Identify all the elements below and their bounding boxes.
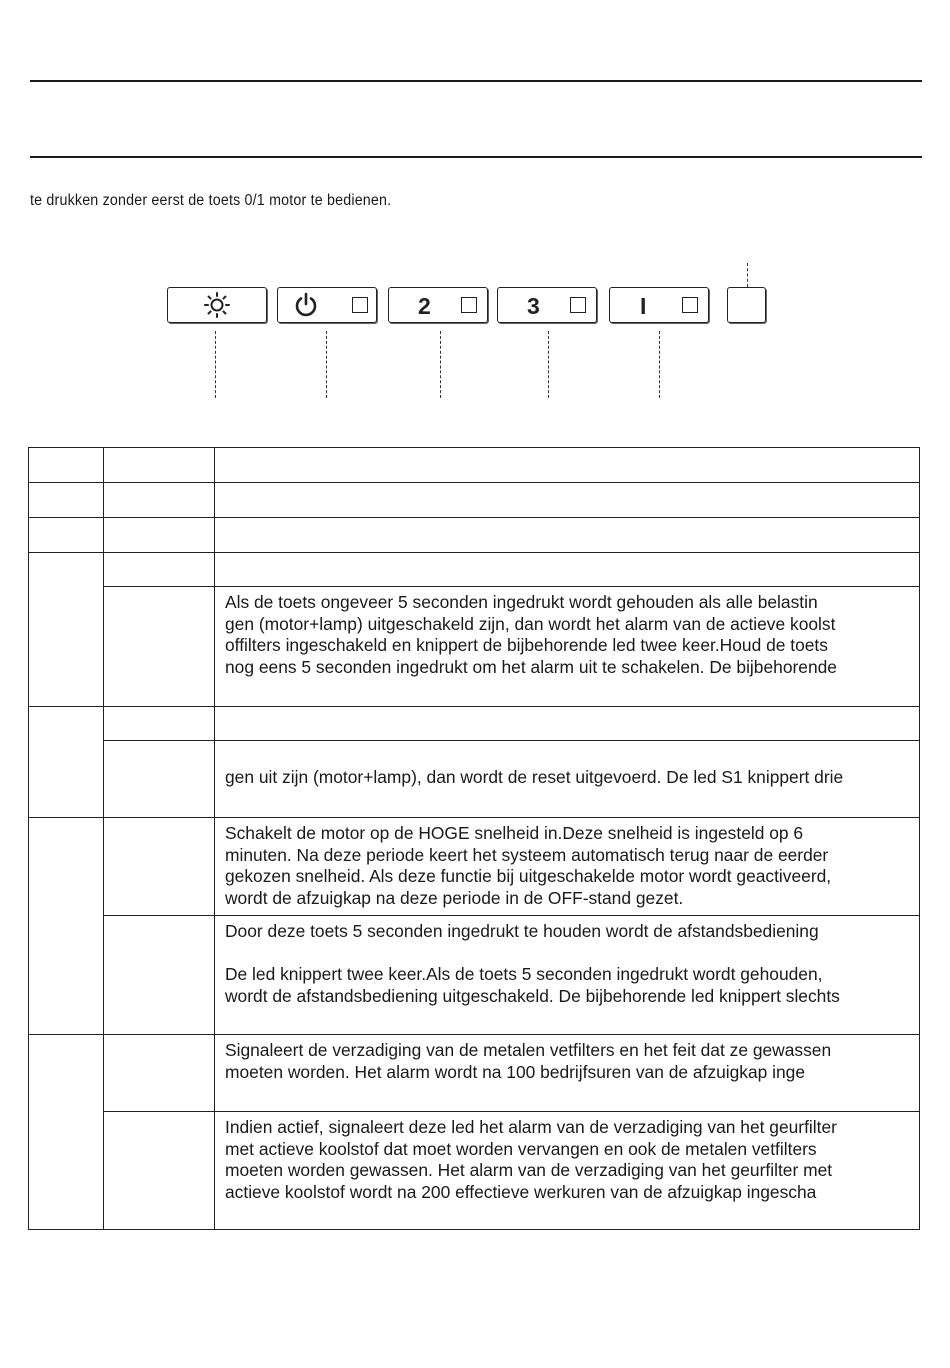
table-cell <box>29 553 104 707</box>
speed-3-button <box>497 287 597 323</box>
intensive-button <box>609 287 709 323</box>
leader-line-speed-3 <box>548 331 549 398</box>
desc-line: minuten. Na deze periode keert het systeem automatisch terug naar de eerder <box>225 844 829 865</box>
table-cell <box>215 1035 920 1112</box>
desc-line: Door deze toets 5 seconden ingedrukt te houden wordt de afstandsbediening <box>225 921 819 941</box>
power-led <box>352 297 368 313</box>
table-cell <box>104 741 215 818</box>
speed-2-button <box>388 287 488 323</box>
desc-line: offilters ingeschakeld en knippert de bijbehorende led twee keer.Houd de toets <box>225 635 828 655</box>
desc-line: wordt de afstandsbediening uitgeschakeld. De bijbehorende led knippert slechts <box>225 985 840 1006</box>
table-cell <box>215 448 920 483</box>
table-cell <box>215 587 920 707</box>
leader-line-speed-2 <box>440 331 441 398</box>
table-row <box>29 587 920 707</box>
table-cell <box>215 707 920 741</box>
speed-3-led <box>570 297 586 313</box>
desc-line: nog eens 5 seconden ingedrukt om het alarm uit te schakelen. De bijbehorende <box>225 656 837 677</box>
table-row <box>29 448 920 483</box>
table-cell <box>104 483 215 518</box>
table-row <box>29 553 920 587</box>
table-cell <box>104 707 215 741</box>
table-cell <box>29 448 104 483</box>
table-cell <box>29 1035 104 1230</box>
intensive-label: I <box>640 293 647 319</box>
table-row <box>29 1112 920 1230</box>
table-cell <box>215 1112 920 1230</box>
table-cell <box>215 553 920 587</box>
table-cell <box>215 818 920 916</box>
table-cell <box>29 483 104 518</box>
light-button <box>167 287 267 323</box>
table-row <box>29 483 920 518</box>
power-button <box>277 287 377 323</box>
intro-text: te drukken zonder eerst de toets 0/1 motor te bedienen. <box>30 192 392 209</box>
power-icon <box>292 291 320 319</box>
desc-line: Schakelt de motor op de HOGE snelheid in.Deze snelheid is ingesteld op 6 <box>225 823 804 843</box>
header-rule-bottom <box>30 156 922 158</box>
table-cell <box>104 916 215 1035</box>
intensive-led <box>682 297 698 313</box>
speed-3-label: 3 <box>527 293 540 319</box>
table-cell <box>215 518 920 553</box>
speed-2-led <box>461 297 477 313</box>
function-table <box>28 447 920 1230</box>
table-row <box>29 518 920 553</box>
desc-line: Indien actief, signaleert deze led het alarm van de verzadiging van het geurfilter <box>225 1117 837 1137</box>
desc-line: De led knippert twee keer.Als de toets 5 seconden ingedrukt wordt gehouden, <box>225 964 823 984</box>
desc-line: gekozen snelheid. Als deze functie bij uitgeschakelde motor wordt geactiveerd, <box>225 866 832 886</box>
desc-line: moeten worden gewassen. Het alarm van de verzadiging van het geurfilter met <box>225 1160 833 1180</box>
table-row <box>29 707 920 741</box>
leader-line-led <box>747 263 748 287</box>
desc-line: met actieve koolstof dat moet worden vervangen en ook de metalen vetfilters <box>225 1138 817 1159</box>
table-row <box>29 1035 920 1112</box>
table-row <box>29 818 920 916</box>
table-cell <box>215 741 920 818</box>
desc-line: moeten worden. Het alarm wordt na 100 bedrijfsuren van de afzuigkap inge <box>225 1061 806 1082</box>
leader-line-light <box>215 331 216 398</box>
desc-line: wordt de afzuigkap na deze periode in de OFF-stand gezet. <box>225 887 684 908</box>
table-cell <box>29 518 104 553</box>
table-cell <box>215 916 920 1035</box>
light-icon <box>202 290 232 320</box>
table-cell <box>104 553 215 587</box>
table-cell <box>215 483 920 518</box>
table-cell <box>104 1112 215 1230</box>
desc-line: Als de toets ongeveer 5 seconden ingedrukt wordt gehouden als alle belastin <box>225 592 818 612</box>
desc-line: gen (motor+lamp) uitgeschakeld zijn, dan wordt het alarm van de actieve koolst <box>225 613 836 634</box>
speed-2-label: 2 <box>418 293 431 319</box>
table-cell <box>104 818 215 916</box>
desc-line: gen uit zijn (motor+lamp), dan wordt de reset uitgevoerd. De led S1 knippert drie <box>225 767 844 787</box>
desc-line: actieve koolstof wordt na 200 effectieve werkuren van de afzuigkap ingescha <box>225 1181 817 1202</box>
table-cell <box>104 587 215 707</box>
header-rule-top <box>30 80 922 82</box>
table-cell <box>29 707 104 818</box>
table-row <box>29 916 920 1035</box>
table-cell <box>104 448 215 483</box>
led-only-box <box>727 287 766 323</box>
leader-line-power <box>326 331 327 398</box>
table-cell <box>29 818 104 1035</box>
leader-line-intensive <box>659 331 660 398</box>
table-cell <box>104 1035 215 1112</box>
desc-line: Signaleert de verzadiging van de metalen vetfilters en het feit dat ze gewassen <box>225 1040 832 1060</box>
table-row <box>29 741 920 818</box>
table-cell <box>104 518 215 553</box>
